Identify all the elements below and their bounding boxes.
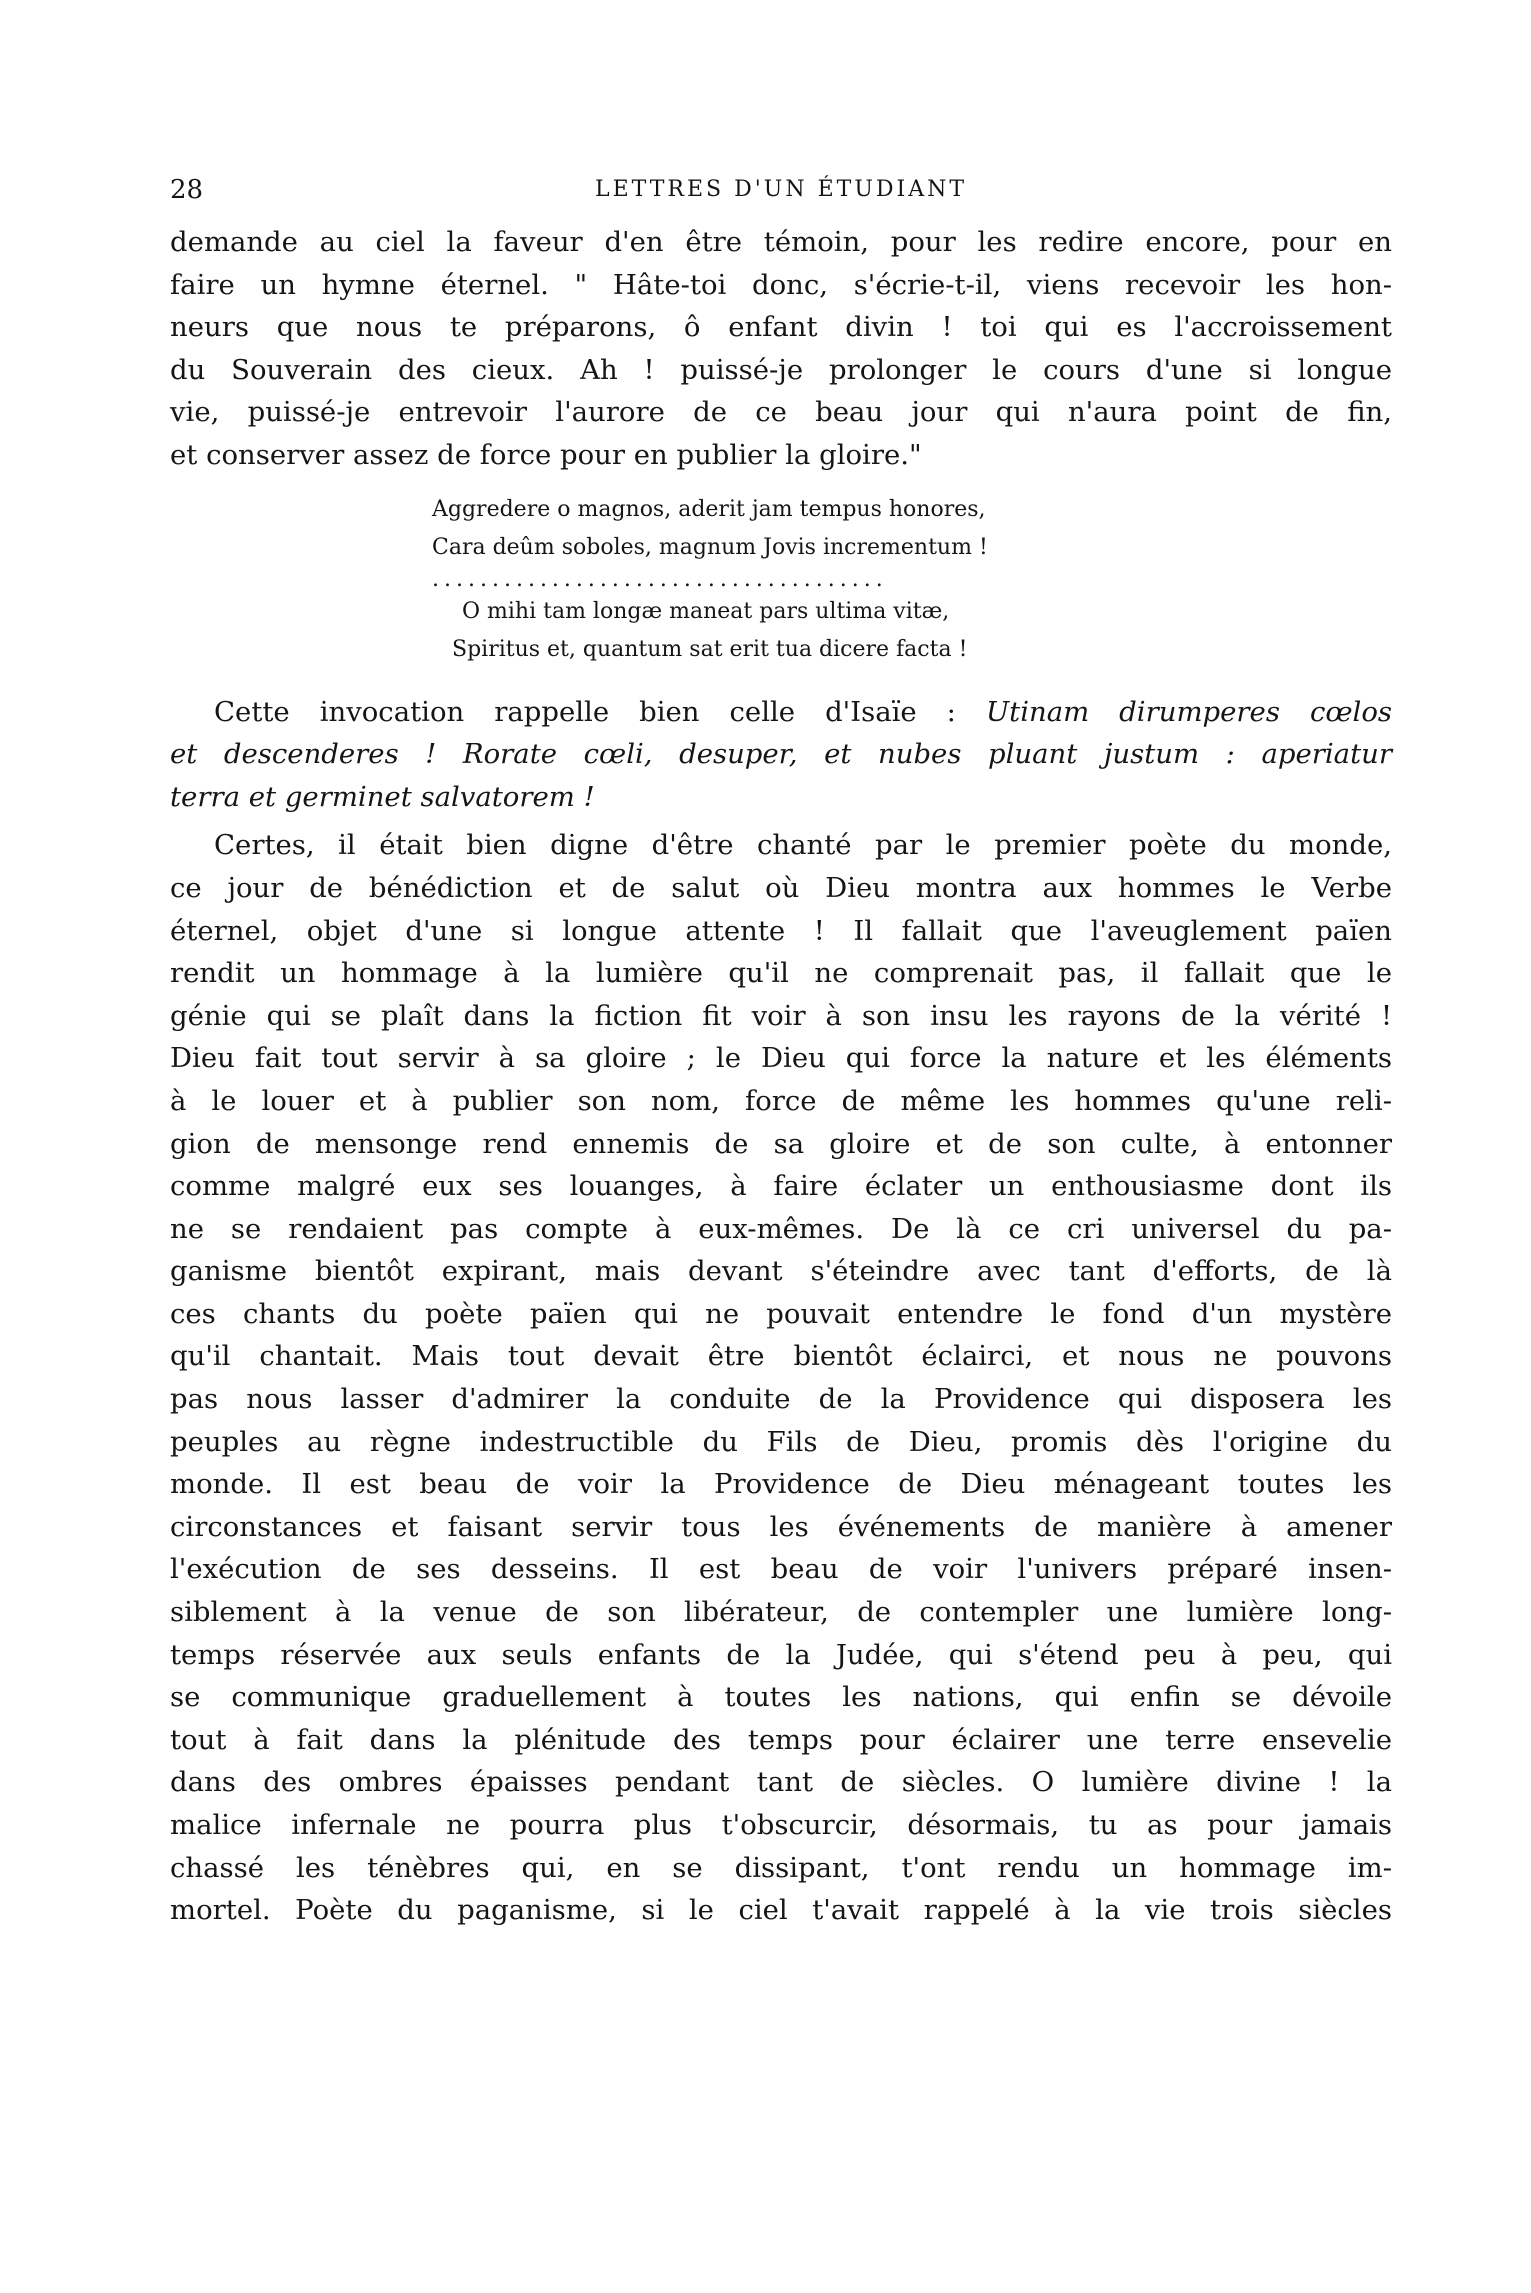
text-line: demande au ciel la faveur d'en être témoin, pour les redire encore, pour en — [170, 226, 1392, 258]
text-line: ganisme bientôt expirant, mais devant s'éteindre avec tant d'efforts, de là — [170, 1255, 1392, 1288]
latin-verse-quote — [170, 491, 1112, 669]
latin-quote-text: terra et germinet salvatorem ! — [170, 780, 595, 813]
text-line: chassé les ténèbres qui, en se dissipant, t'ont rendu un hommage im- — [170, 1851, 1392, 1884]
text-line: mortel. Poète du paganisme, si le ciel t'avait rappelé à la vie trois siècles — [170, 1894, 1392, 1927]
running-head — [170, 175, 1392, 215]
text-line: faire un hymne éternel. " Hâte-toi donc, s'écrie-t-il, viens recevoir les hon- — [170, 268, 1392, 301]
text-line: Certes, il était bien digne d'être chanté par le premier poète du monde, — [214, 829, 1392, 862]
verse-line: O mihi tam longæ maneat pars ultima vitæ, — [462, 598, 950, 624]
latin-quote-text: Utinam dirumperes cœlos — [985, 695, 1392, 728]
main-paragraph — [170, 824, 1392, 1931]
text-line: du Souverain des cieux. Ah ! puissé-je prolonger le cours d'une si longue — [170, 353, 1392, 386]
latin-quote-text: et descenderes ! Rorate cœli, desuper, et nubes pluant justum : aperiatur — [170, 738, 1392, 771]
text-line: ces chants du poète païen qui ne pouvait entendre le fond d'un mystère — [170, 1297, 1392, 1330]
text-line: génie qui se plaît dans la fiction fit voir à son insu les rayons de la vérité ! — [170, 999, 1392, 1032]
text-line — [170, 691, 1392, 734]
text-line: gion de mensonge rend ennemis de sa gloire et de son culte, à entonner — [170, 1127, 1392, 1160]
text-line: se communique graduellement à toutes les nations, qui enfin se dévoile — [170, 1681, 1392, 1714]
text-line: dans des ombres épaisses pendant tant de siècles. O lumière divine ! la — [170, 1766, 1392, 1799]
text-line: neurs que nous te préparons, ô enfant divin ! toi qui es l'accroissement — [170, 311, 1392, 344]
verse-ellipsis: ...................................... — [432, 566, 888, 592]
text-line: temps réservée aux seuls enfants de la Judée, qui s'étend peu à peu, qui — [170, 1638, 1392, 1671]
text-line: comme malgré eux ses louanges, à faire éclater un enthousiasme dont ils — [170, 1170, 1392, 1203]
text-line: éternel, objet d'une si longue attente ! Il fallait que l'aveuglement païen — [170, 914, 1392, 947]
roman-text: Cette invocation rappelle bien celle d'Isaïe : — [214, 695, 986, 728]
text-line: vie, puissé-je entrevoir l'aurore de ce beau jour qui n'aura point de fin, — [170, 396, 1392, 429]
text-line: à le louer et à publier son nom, force de même les hommes qu'une reli- — [170, 1084, 1392, 1117]
text-line: ce jour de bénédiction et de salut où Dieu montra aux hommes le Verbe — [170, 871, 1392, 904]
running-title: LETTRES D'UN ÉTUDIANT — [595, 177, 967, 202]
text-line: rendit un hommage à la lumière qu'il ne comprenait pas, il fallait que le — [170, 957, 1392, 990]
verse-line: Spiritus et, quantum sat erit tua dicere facta ! — [452, 636, 968, 662]
text-line: Dieu fait tout servir à sa gloire ; le Dieu qui force la nature et les éléments — [170, 1042, 1392, 1075]
text-line: circonstances et faisant servir tous les événements de manière à amener — [170, 1510, 1392, 1543]
text-line: qu'il chantait. Mais tout devait être bientôt éclairci, et nous ne pouvons — [170, 1340, 1392, 1373]
text-line: pas nous lasser d'admirer la conduite de la Providence qui disposera les — [170, 1383, 1392, 1416]
text-line: monde. Il est beau de voir la Providence de Dieu ménageant toutes les — [170, 1468, 1392, 1501]
text-line: peuples au règne indestructible du Fils de Dieu, promis dès l'origine du — [170, 1425, 1392, 1458]
text-line: tout à fait dans la plénitude des temps pour éclairer une terre ensevelie — [170, 1723, 1392, 1756]
page — [170, 175, 1392, 1932]
text-line: et conserver assez de force pour en publier la gloire." — [170, 438, 922, 471]
verse-line: Cara deûm soboles, magnum Jovis incrementum ! — [432, 534, 988, 560]
isaiah-paragraph — [170, 691, 1392, 819]
text-line: malice infernale ne pourra plus t'obscurcir, désormais, tu as pour jamais — [170, 1809, 1392, 1841]
verse-line: Aggredere o magnos, aderit jam tempus honores, — [432, 496, 986, 522]
text-line: l'exécution de ses desseins. Il est beau de voir l'univers préparé insen- — [170, 1553, 1392, 1586]
opening-paragraph — [170, 221, 1392, 477]
page-number: 28 — [170, 175, 204, 205]
text-line: siblement à la venue de son libérateur, de contempler une lumière long- — [170, 1596, 1392, 1629]
text-line: ne se rendaient pas compte à eux-mêmes. De là ce cri universel du pa- — [170, 1212, 1392, 1245]
